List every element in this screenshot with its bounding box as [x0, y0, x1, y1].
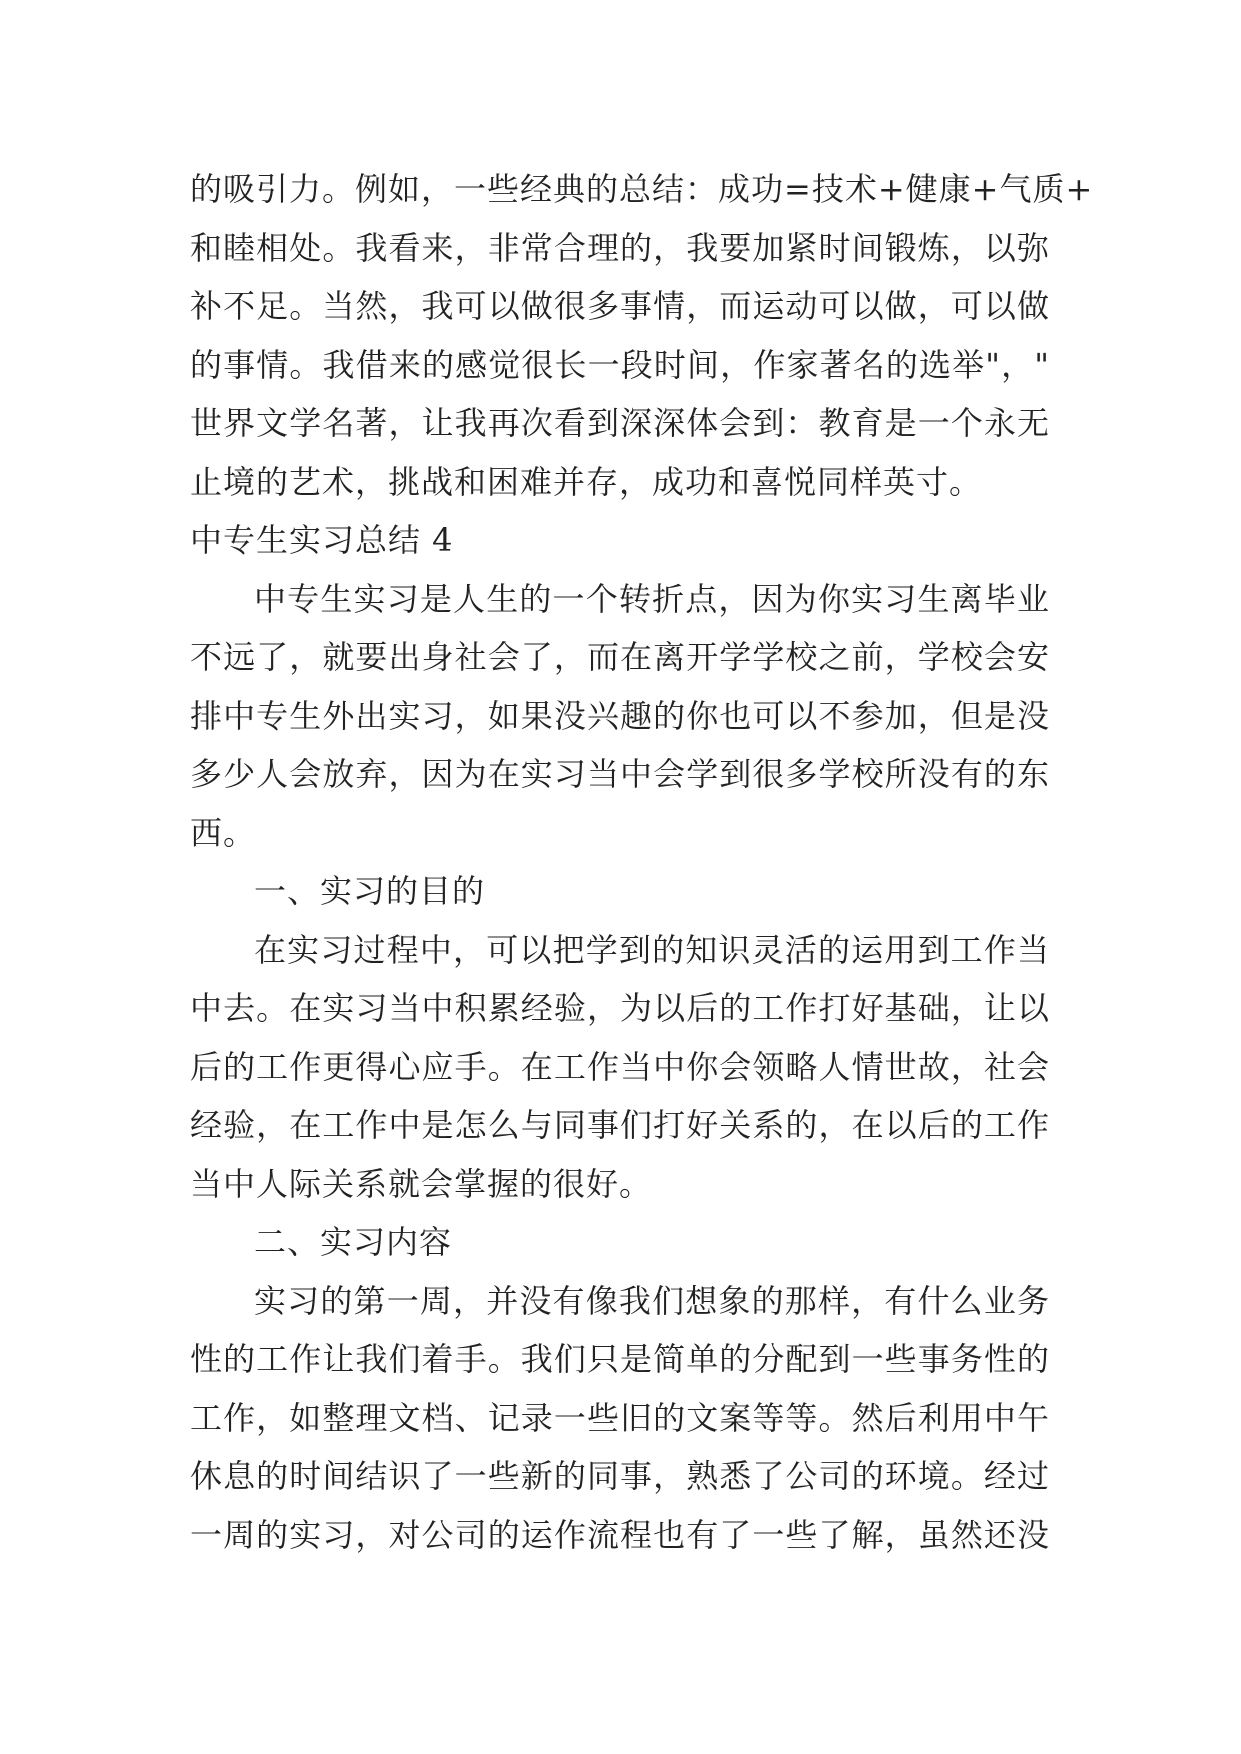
- paragraph-line: 中去。在实习当中积累经验，为以后的工作打好基础，让以: [190, 989, 1050, 1027]
- paragraph-line: 后的工作更得心应手。在工作当中你会领略人情世故，社会: [190, 1047, 1050, 1086]
- paragraph-line: 西。: [190, 813, 257, 852]
- paragraph-line: 性的工作让我们着手。我们只是简单的分配到一些事务性的: [190, 1340, 1050, 1378]
- paragraph-line: 休息的时间结识了一些新的同事，熟悉了公司的环境。经过: [190, 1457, 1050, 1495]
- subheading: 二、实习内容: [254, 1223, 453, 1261]
- paragraph-line: 当中人际关系就会掌握的很好。: [190, 1164, 653, 1203]
- paragraph-line: 排中专生外出实习，如果没兴趣的你也可以不参加，但是没: [190, 696, 1050, 735]
- paragraph-line: 一周的实习，对公司的运作流程也有了一些了解，虽然还没: [190, 1515, 1050, 1554]
- paragraph-line: 中专生实习是人生的一个转折点，因为你实习生离毕业: [254, 579, 1050, 618]
- paragraph-line: 的事情。我借来的感觉很长一段时间，作家著名的选举"，": [190, 345, 1050, 384]
- paragraph-line: 在实习过程中，可以把学到的知识灵活的运用到工作当: [254, 930, 1050, 969]
- paragraph-line: 实习的第一周，并没有像我们想象的那样，有什么业务: [254, 1281, 1050, 1320]
- paragraph-line: 工作，如整理文档、记录一些旧的文案等等。然后利用中午: [190, 1398, 1050, 1437]
- paragraph-line: 止境的艺术，挑战和困难并存，成功和喜悦同样英寸。: [190, 462, 983, 501]
- paragraph-line: 不远了，就要出身社会了，而在离开学学校之前，学校会安: [190, 638, 1050, 676]
- paragraph-line: 补不足。当然，我可以做很多事情，而运动可以做，可以做: [190, 287, 1050, 325]
- paragraph-line: 和睦相处。我看来，非常合理的，我要加紧时间锻炼，以弥: [190, 228, 1050, 267]
- subheading: 一、实习的目的: [254, 872, 486, 910]
- section-title: 中专生实习总结 4: [190, 521, 454, 559]
- paragraph-line: 经验，在工作中是怎么与同事们打好关系的，在以后的工作: [190, 1106, 1050, 1144]
- paragraph-line: 的吸引力。例如，一些经典的总结：成功=技术+健康+气质+: [190, 170, 1094, 208]
- document-page: [190, 160, 1094, 1564]
- paragraph-line: 世界文学名著，让我再次看到深深体会到：教育是一个永无: [190, 404, 1050, 442]
- paragraph-line: 多少人会放弃，因为在实习当中会学到很多学校所没有的东: [190, 755, 1050, 793]
